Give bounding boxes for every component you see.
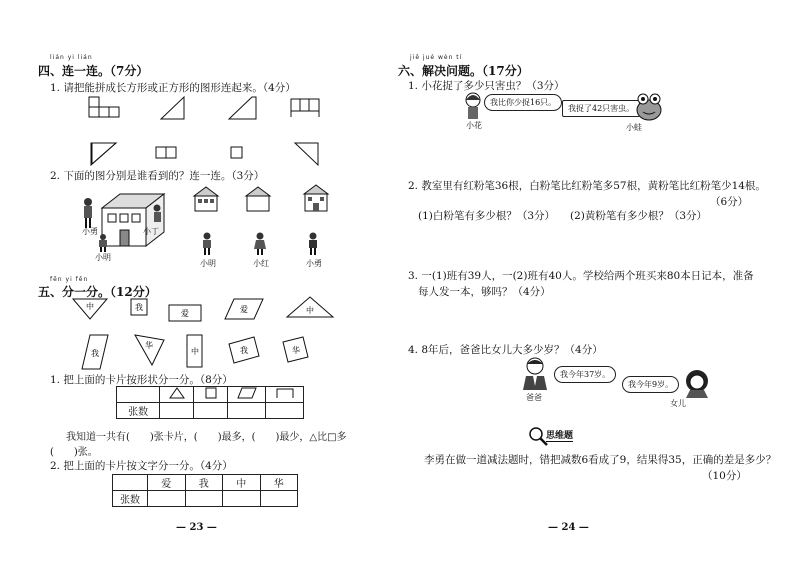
svg-text:华: 华 [292,346,300,355]
table2-header-ai: 爱 [148,475,186,491]
card-parallelogram-ai [224,298,264,320]
q1-bubble-xiaohua: 我比你少捉16只。 [484,94,562,111]
house-scene-illustration [80,192,172,250]
shape-right-triangle-b [90,142,118,166]
card-tall-rect-zhong [186,334,204,368]
sec4-pinyin: lián yi lián [50,54,93,61]
card-rotated-rect-wo [228,336,260,364]
table1-label: 张数 [117,403,160,419]
sec5-sentence-1: 我知道一共有( )张卡片，( )最多，( )最少，△比□多 [66,432,347,443]
kid-xiaohong-icon [253,232,267,256]
sec5-title: 五、分一分。（12分） [38,285,157,299]
challenge-points: （10分） [702,470,747,482]
father-icon [518,356,552,390]
girl-xiaohua-icon [462,92,484,120]
svg-text:中: 中 [306,306,314,315]
table1-cell-square[interactable] [194,403,228,419]
daughter-icon [680,368,714,398]
kid-xiaoyong-icon [306,232,320,256]
label-xiaoming-top: 小明 [95,253,111,262]
label-xiaoyong-2: 小勇 [306,259,322,268]
q2-sub1: (1)白粉笔有多少根？（3分） [418,210,556,222]
table1-cell-triangle[interactable] [160,403,194,419]
q1-name-frog: 小蛙 [626,123,642,132]
shape-trapezoid-a [228,96,258,120]
house-view-3 [302,184,330,212]
page-number-right: — 24 — [548,522,589,533]
table1-cell-rectangle[interactable] [266,403,304,419]
label-xiaohong: 小红 [253,259,269,268]
shape-small-rectangle [155,146,179,160]
svg-text:爱: 爱 [181,309,189,318]
kid-xiaoming-icon [200,232,214,256]
shape-count-table [116,386,304,419]
card-triangle-zhong-1 [72,298,108,320]
card-triangle-zhong-2 [286,296,334,318]
q3-line2: 每人发一本，够吗？（4分） [418,286,551,298]
q1-bubble-frog: 我捉了42只害虫。 [562,100,640,117]
card-rect-ai-1 [168,304,202,322]
shape-grid-pieces [88,96,128,120]
q4-bubble-father: 我今年37岁。 [554,366,616,383]
sec6-pinyin: jiě jué wèn tí [410,54,463,61]
table1-cell-parallelogram[interactable] [228,403,266,419]
table2-header-hua: 华 [260,475,298,491]
card-square-wo-1 [130,298,148,316]
shape-small-square [230,146,244,160]
word-count-table [112,474,298,507]
shape-right-triangle-c [294,142,320,166]
svg-text:中: 中 [191,347,199,356]
label-xiaoyong: 小勇 [82,227,98,236]
card-text-1: 中 [86,302,94,311]
sec5-sentence-2: ( )张。 [50,447,98,458]
sec5-pinyin: fēn yi fēn [50,276,89,283]
challenge-label: 思维题 [546,428,573,442]
house-view-1 [192,186,220,212]
q2-points: （6分） [710,196,749,208]
table2-cell-wo[interactable] [185,491,223,507]
q4-text: 4. 8年后，爸爸比女儿大多少岁？（4分） [408,344,603,356]
q4-name-father: 爸爸 [526,393,542,402]
q1-name-xiaohua: 小花 [466,121,482,130]
challenge-text: 李勇在做一道减法题时，错把减数6看成了9，结果得35，正确的差是多少？ [424,454,777,466]
svg-text:我: 我 [135,303,143,312]
sec5-q1: 1. 把上面的卡片按形状分一分。（8分） [50,374,233,386]
sec4-title: 四、连一连。（7分） [38,64,149,78]
boy-xiaoming-back-icon [96,234,110,252]
shape-three-squares [290,98,320,118]
card-triangle-hua-1 [134,334,166,366]
table2-header-zhong: 中 [223,475,261,491]
house-view-2 [244,186,272,212]
label-xiaoming: 小明 [200,259,216,268]
table2-label: 张数 [113,491,148,507]
table2-cell-hua[interactable] [260,491,298,507]
q4-bubble-daughter: 我今年9岁。 [622,376,679,393]
q2-text: 2. 教室里有红粉笔36根，白粉笔比红粉笔多57根，黄粉笔比红粉笔少14根。 [408,180,766,192]
shape-right-triangle-a [160,96,186,120]
sec4-q2: 2. 下面的图分别是谁看到的？连一连。（3分） [50,170,265,182]
q4-name-daughter: 女儿 [670,399,686,408]
page-number-left: — 23 — [176,522,217,533]
svg-text:爱: 爱 [240,305,248,314]
q2-sub2: (2)黄粉笔有多少根？（3分） [570,210,708,222]
svg-text:华: 华 [145,341,153,350]
card-rotated-square-hua [282,336,310,364]
frog-icon [634,92,664,122]
sec5-q2: 2. 把上面的卡片按文字分一分。（4分） [50,460,233,472]
table2-cell-ai[interactable] [148,491,186,507]
table2-cell-zhong[interactable] [223,491,261,507]
q3-line1: 3. 一(1)班有39人，一(2)班有40人。学校给两个班买来80本日记本，准备 [408,270,754,282]
svg-text:我: 我 [91,349,99,358]
label-xiaoding: 小丁 [143,227,159,236]
table2-header-wo: 我 [185,475,223,491]
sec4-q1: 1. 请把能拼成长方形或正方形的图形连起来。（4分） [50,82,296,94]
svg-text:我: 我 [240,346,248,355]
card-parallelogram-wo [80,334,116,370]
magnifier-icon [528,426,548,446]
q1-text: 1. 小花捉了多少只害虫？（3分） [408,80,565,92]
sec6-title: 六、解决问题。（17分） [398,64,529,78]
